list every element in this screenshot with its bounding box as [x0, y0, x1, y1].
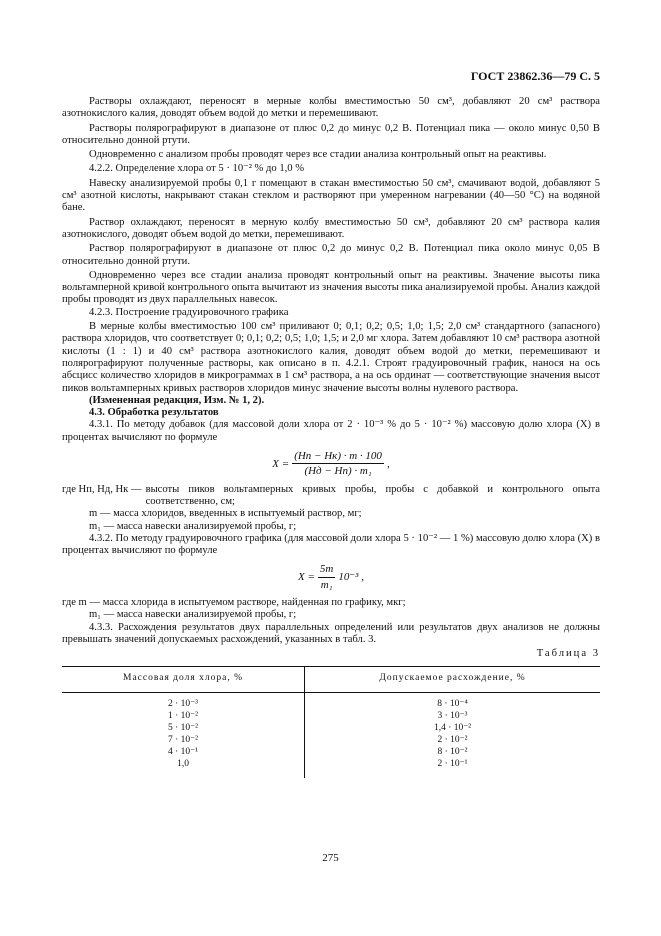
table-caption: Таблица 3 — [536, 648, 600, 660]
formula-fraction — [318, 563, 335, 591]
paragraph: Одновременно через все стадии анализа проводят контрольный опыт на реактивы. Значение высоты пика вольтамперной кривой контрольного опыта вычитают из значения высоты пика анализируемой пробы. Анализ каждой пробы проводят из двух параллельных навесок. — [62, 269, 600, 306]
paragraph: Одновременно с анализом пробы проводят через все стадии анализа контрольный опыт на реактивы. — [89, 149, 547, 161]
table-row — [62, 734, 600, 746]
table-row — [62, 710, 600, 722]
definition-heights — [62, 484, 600, 509]
table-cell: 4 · 10⁻¹ — [62, 746, 305, 758]
column-header-chlorine-fraction: Массовая доля хлора, % — [62, 667, 305, 692]
paragraph: 4.3.3. Расхождения результатов двух параллельных определений или результатов двух анализов не должны превышать значений допускаемых расхождений, указанных в табл. 3. — [62, 621, 600, 645]
amendment-note: (Измененная редакция, Изм. № 1, 2). — [89, 394, 265, 406]
formula-denominator: m₁ — [320, 578, 333, 591]
formula-tail: , — [386, 457, 390, 470]
table-row — [62, 722, 600, 734]
section-heading-4-2-2: 4.2.2. Определение хлора от 5 · 10⁻² % до 1,0 % — [89, 163, 305, 175]
table-row — [62, 758, 600, 778]
definition-sample-mass: m₁ — масса навески анализируемой пробы, г; — [89, 520, 297, 532]
page-number: 275 — [322, 852, 339, 864]
table-cell: 2 · 10⁻³ — [62, 692, 305, 710]
standard-header: ГОСТ 23862.36—79 С. 5 — [470, 69, 600, 83]
paragraph: В мерные колбы вместимостью 100 см³ приливают 0; 0,1; 0,2; 0,5; 1,0; 1,5; 2,0 см³ стандартного (запасного) раствора хлоридов, что соответствует 0; 0,1; 0,2; 0,5; 1,0; 1,5; и 2,0 мг хлора. Затем добавляют 10 см³ раствора азотной кислоты (1 : 1) и 40 см³ раствора азотнокислого калия, доводят объем водой до метки, перемешивают и полярографируют полученные растворы, как описано в п. 4.2.1. Строят градуировочный график, нанося на ось абсцисс количество хлоридов в микрограммах в 1 см³ раствора, а на ось ординат — соответствующие значения высот пиков вольтамперных кривых растворов хлоридов минус значение высоты волны нулевого раствора. — [62, 321, 600, 394]
formula-denominator: (Hд − Hп) · m₁ — [304, 465, 372, 478]
formula-tail: 10⁻³ , — [338, 571, 364, 584]
table-cell: 2 · 10⁻² — [437, 734, 468, 745]
definition-mass: m — масса хлоридов, введенных в испытуемый раствор, мг; — [89, 508, 362, 520]
table-row — [62, 746, 600, 758]
paragraph: Раствор охлаждают, переносят в мерную колбу вместимостью 50 см³, добавляют 20 см³ раствора калия азотнокислого, доводят объем водой до метки, перемешивают. — [62, 216, 600, 240]
table-cell: 1 · 10⁻² — [62, 710, 305, 722]
section-heading-4-3: 4.3. Обработка результатов — [89, 407, 219, 419]
table-header-row — [62, 667, 600, 692]
table-cell: 3 · 10⁻³ — [437, 710, 468, 721]
definition-sample-mass: m₁ — масса навески анализируемой пробы, г; — [89, 609, 297, 621]
tolerance-table — [62, 666, 600, 777]
formula-lhs: X = — [272, 457, 290, 470]
paragraph: 4.3.2. По методу градуировочного графика (для массовой доли хлора 5 · 10⁻² — 1 %) массовую долю хлора (X) в процентах вычисляют по формуле — [62, 532, 600, 557]
formula-lhs: X = — [298, 571, 315, 584]
paragraph: 4.3.1. По методу добавок (для массовой доли хлора от 2 · 10⁻³ % до 5 · 10⁻² %) массовую долю хлора (X) в процентах вычисляют по формуле — [62, 419, 600, 443]
formula-calibration-method — [62, 563, 600, 591]
paragraph: Растворы полярографируют в диапазоне от плюс 0,2 до минус 0,2 В. Потенциал пика — около минус 0,50 В относительно донной ртути. — [62, 122, 600, 146]
paragraph: Раствор полярографируют в диапазоне от плюс 0,2 до минус 0,2 В. Потенциал пика около минус 0,05 В относительно донной ртути. — [62, 243, 600, 267]
table-cell: 8 · 10⁻² — [437, 746, 468, 757]
column-header-tolerance: Допускаемое расхождение, % — [379, 673, 526, 684]
table-cell: 5 · 10⁻² — [62, 722, 305, 734]
section-heading-4-2-3: 4.2.3. Построение градуировочного графика — [89, 306, 289, 318]
formula-fraction — [292, 450, 384, 478]
formula-numerator: 5m — [318, 563, 335, 577]
table-row — [62, 692, 600, 710]
table-cell: 7 · 10⁻² — [62, 734, 305, 746]
paragraph: Навеску анализируемой пробы 0,1 г помещают в стакан вместимостью 50 см³, смачивают водой, добавляют 5 см³ азотной кислоты, накрывают стакан стеклом и растворяют при умеренном нагревании (40—50 °С) на водяной бане. — [62, 177, 600, 214]
paragraph: Растворы охлаждают, переносят в мерные колбы вместимостью 50 см³, добавляют 20 см³ раствора азотнокислого калия, доводят объем водой до метки и перемешивают. — [62, 96, 600, 120]
document-body — [62, 96, 600, 778]
definition-chloride-mass: где m — масса хлорида в испытуемом растворе, найденная по графику, мкг; — [62, 596, 406, 608]
formula-numerator: (Hп − Hк) · m · 100 — [292, 450, 384, 464]
formula-additions-method — [62, 450, 600, 478]
definition-lead: где Hп, Hд, Hк — — [62, 483, 142, 495]
table-cell: 2 · 10⁻¹ — [437, 758, 468, 769]
table-cell: 1,4 · 10⁻² — [433, 722, 472, 733]
table-cell: 8 · 10⁻⁴ — [437, 698, 468, 709]
definition-text: высоты пиков вольтамперных кривых пробы, пробы с добавкой и контрольного опыта соответственно, см; — [145, 483, 600, 507]
table-cell: 1,0 — [62, 758, 305, 778]
